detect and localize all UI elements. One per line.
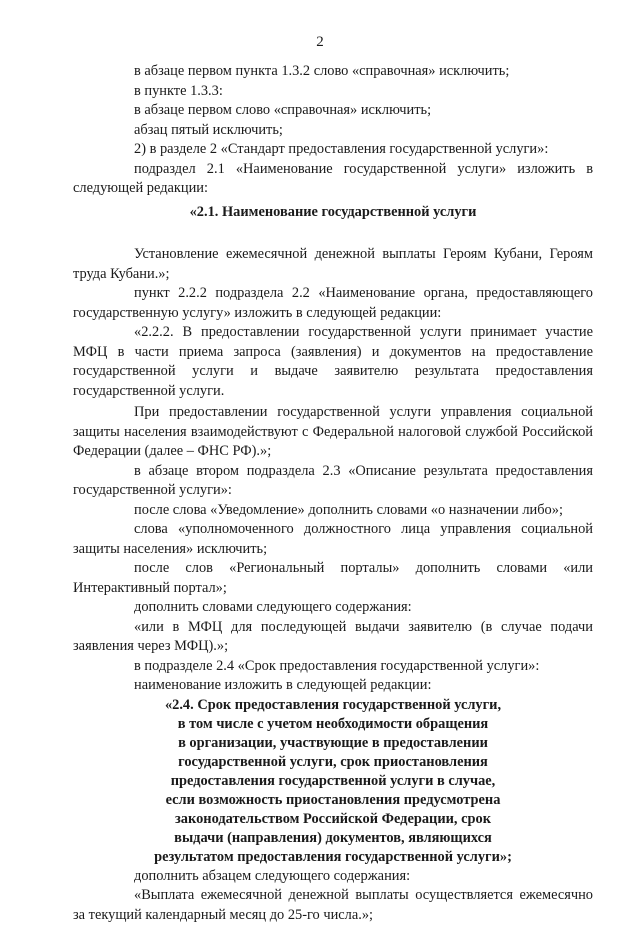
paragraph: пункт 2.2.2 подраздела 2.2 «Наименование органа, предоставляющего государственную услугу» изложить в следующей редакции: xyxy=(73,285,593,321)
paragraph: в абзаце втором подраздела 2.3 «Описание результата предоставления государственной услуги»: xyxy=(73,462,593,498)
paragraph: в абзаце первом пункта 1.3.2 слово «справочная» исключить; xyxy=(134,63,510,79)
paragraph: 2) в разделе 2 «Стандарт предоставления государственной услуги»: xyxy=(134,141,549,157)
heading-line: если возможность приостановления предусмотрена xyxy=(165,791,501,808)
heading-line: государственной услуги, срок приостановления xyxy=(178,753,488,770)
paragraph: после слова «Уведомление» дополнить словами «о назначении либо»; xyxy=(134,501,563,518)
paragraph: в пункте 1.3.3: xyxy=(134,82,223,99)
section-heading-2-1: «2.1. Наименование государственной услуги xyxy=(189,203,477,220)
heading-line: в том числе с учетом необходимости обращения xyxy=(177,715,489,732)
paragraph: в подразделе 2.4 «Срок предоставления государственной услуги»: xyxy=(134,657,540,674)
blank-line xyxy=(73,222,593,241)
paragraph: абзац пятый исключить; xyxy=(134,121,283,138)
paragraph: слова «уполномоченного должностного лица управления социальной защиты населения» исключить; xyxy=(73,521,593,557)
paragraph: «или в МФЦ для последующей выдачи заявителю (в случае подачи заявления через МФЦ).»; xyxy=(73,618,593,654)
page-number: 2 xyxy=(316,34,324,50)
heading-line: в организации, участвующие в предоставлении xyxy=(178,734,488,751)
paragraph: наименование изложить в следующей редакции: xyxy=(134,677,432,693)
paragraph: Установление ежемесячной денежной выплаты Героям Кубани, Героям труда Кубани.»; xyxy=(73,246,593,282)
document-body xyxy=(73,62,593,925)
paragraph: после слов «Региональный порталы» дополнить словами «или Интерактивный портал»; xyxy=(73,560,593,596)
paragraph: дополнить словами следующего содержания: xyxy=(134,599,412,615)
paragraph: дополнить абзацем следующего содержания: xyxy=(134,867,411,884)
paragraph: «Выплата ежемесячной денежной выплаты осуществляется ежемесячно за текущий календарный месяц до 25-го числа.»; xyxy=(73,887,593,923)
heading-line: «2.4. Срок предоставления государственной услуги, xyxy=(164,696,502,713)
paragraph: «2.2.2. В предоставлении государственной услуги принимает участие МФЦ в части приема запроса (заявления) и документов на предоставление государственной услуги и выдаче заявителю результата предоставления государственной услуги. xyxy=(73,324,593,399)
paragraph: подраздел 2.1 «Наименование государственной услуги» изложить в следующей редакции: xyxy=(73,160,593,196)
paragraph: в абзаце первом слово «справочная» исключить; xyxy=(134,102,432,118)
heading-line: результатом предоставления государственной услуги»; xyxy=(154,848,512,865)
section-heading-2-4 xyxy=(93,696,573,867)
paragraph: При предоставлении государственной услуги управления социальной защиты населения взаимодействуют с Федеральной налоговой службой Российской Федерации (далее – ФНС РФ).»; xyxy=(73,404,593,459)
heading-line: законодательством Российской Федерации, срок xyxy=(175,810,491,827)
heading-line: предоставления государственной услуги в случае, xyxy=(170,772,496,789)
heading-line: выдачи (направления) документов, являющихся xyxy=(174,829,492,846)
